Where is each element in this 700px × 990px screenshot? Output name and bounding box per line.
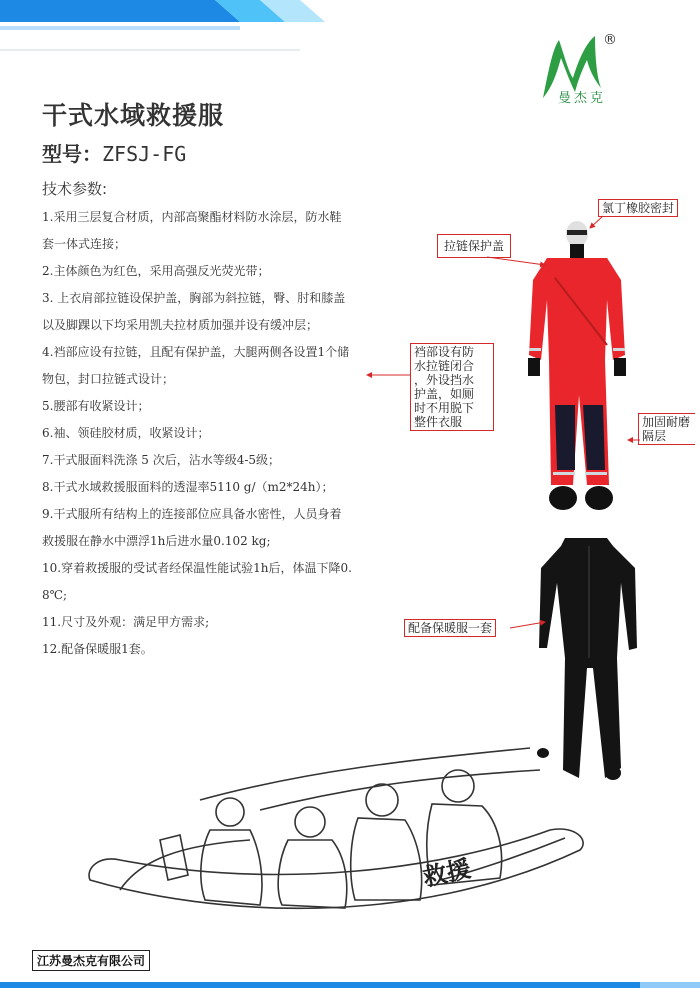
callout-inner-suit: 配备保暖服一套: [404, 619, 496, 637]
spec-line: 11.尺寸及外观：满足甲方需求;: [42, 615, 210, 629]
spec-heading: 技术参数:: [42, 180, 108, 198]
page-title: 干式水域救援服: [42, 101, 225, 130]
brand-name: 曼杰克: [558, 91, 607, 106]
spec-line: 10.穿着救援服的受试者经保温性能试验1h后，体温下降0.: [42, 561, 352, 575]
registered-mark: ®: [603, 32, 617, 48]
spec-line: 9.干式服所有结构上的连接部位应具备水密性，人员身着: [42, 507, 342, 521]
boat-rescue-text: 救援: [420, 854, 474, 892]
spec-line: 2.主体颜色为红色，采用高强反光荧光带；: [42, 264, 270, 278]
model-label: 型号：: [42, 142, 102, 166]
company-name: 江苏曼杰克有限公司: [32, 950, 150, 971]
callout-crotch-zip: 裆部设有防 水拉链闭合 ，外设挡水 护盖，如厕 时不用脱下 整件衣服: [410, 343, 494, 431]
spec-line: 物包，封口拉链式设计；: [42, 372, 175, 386]
spec-line: 4.裆部应设有拉链，且配有保护盖，大腿两侧各设置1个储: [42, 345, 350, 359]
model-code: ZFSJ-FG: [102, 142, 187, 166]
spec-line: 救援服在静水中漂浮1h后进水量0.102 kg;: [42, 534, 271, 548]
spec-line: 5.腰部有收紧设计；: [42, 399, 150, 413]
bottom-decor-band: [0, 976, 700, 990]
callout-zip-cover: 拉链保护盖: [437, 234, 511, 258]
spec-line: 1.采用三层复合材质，内部高聚酯材料防水涂层，防水鞋: [42, 210, 342, 224]
spec-line: 3. 上衣肩部拉链设保护盖，胸部为斜拉链，臀、肘和膝盖: [42, 291, 346, 305]
callout-neck-seal: 氯丁橡胶密封: [598, 199, 678, 217]
spec-line: 以及脚踝以下均采用凯夫拉材质加强并设有缓冲层；: [42, 318, 319, 332]
rescue-boat-illustration: [60, 740, 620, 930]
spec-line: 套一体式连接；: [42, 237, 127, 251]
spec-line: 12.配备保暖服1套。: [42, 642, 153, 656]
spec-line: 6.袖、领硅胶材质，收紧设计；: [42, 426, 210, 440]
callout-knee-reinforce: 加固耐磨 隔层: [638, 413, 695, 445]
spec-line: 7.干式服面料洗涤 5 次后，沾水等级4-5级；: [42, 453, 281, 467]
spec-line: 8.干式水域救援服面料的透湿率5110 g/（m2*24h）；: [42, 480, 334, 494]
spec-line: 8℃;: [42, 588, 68, 602]
